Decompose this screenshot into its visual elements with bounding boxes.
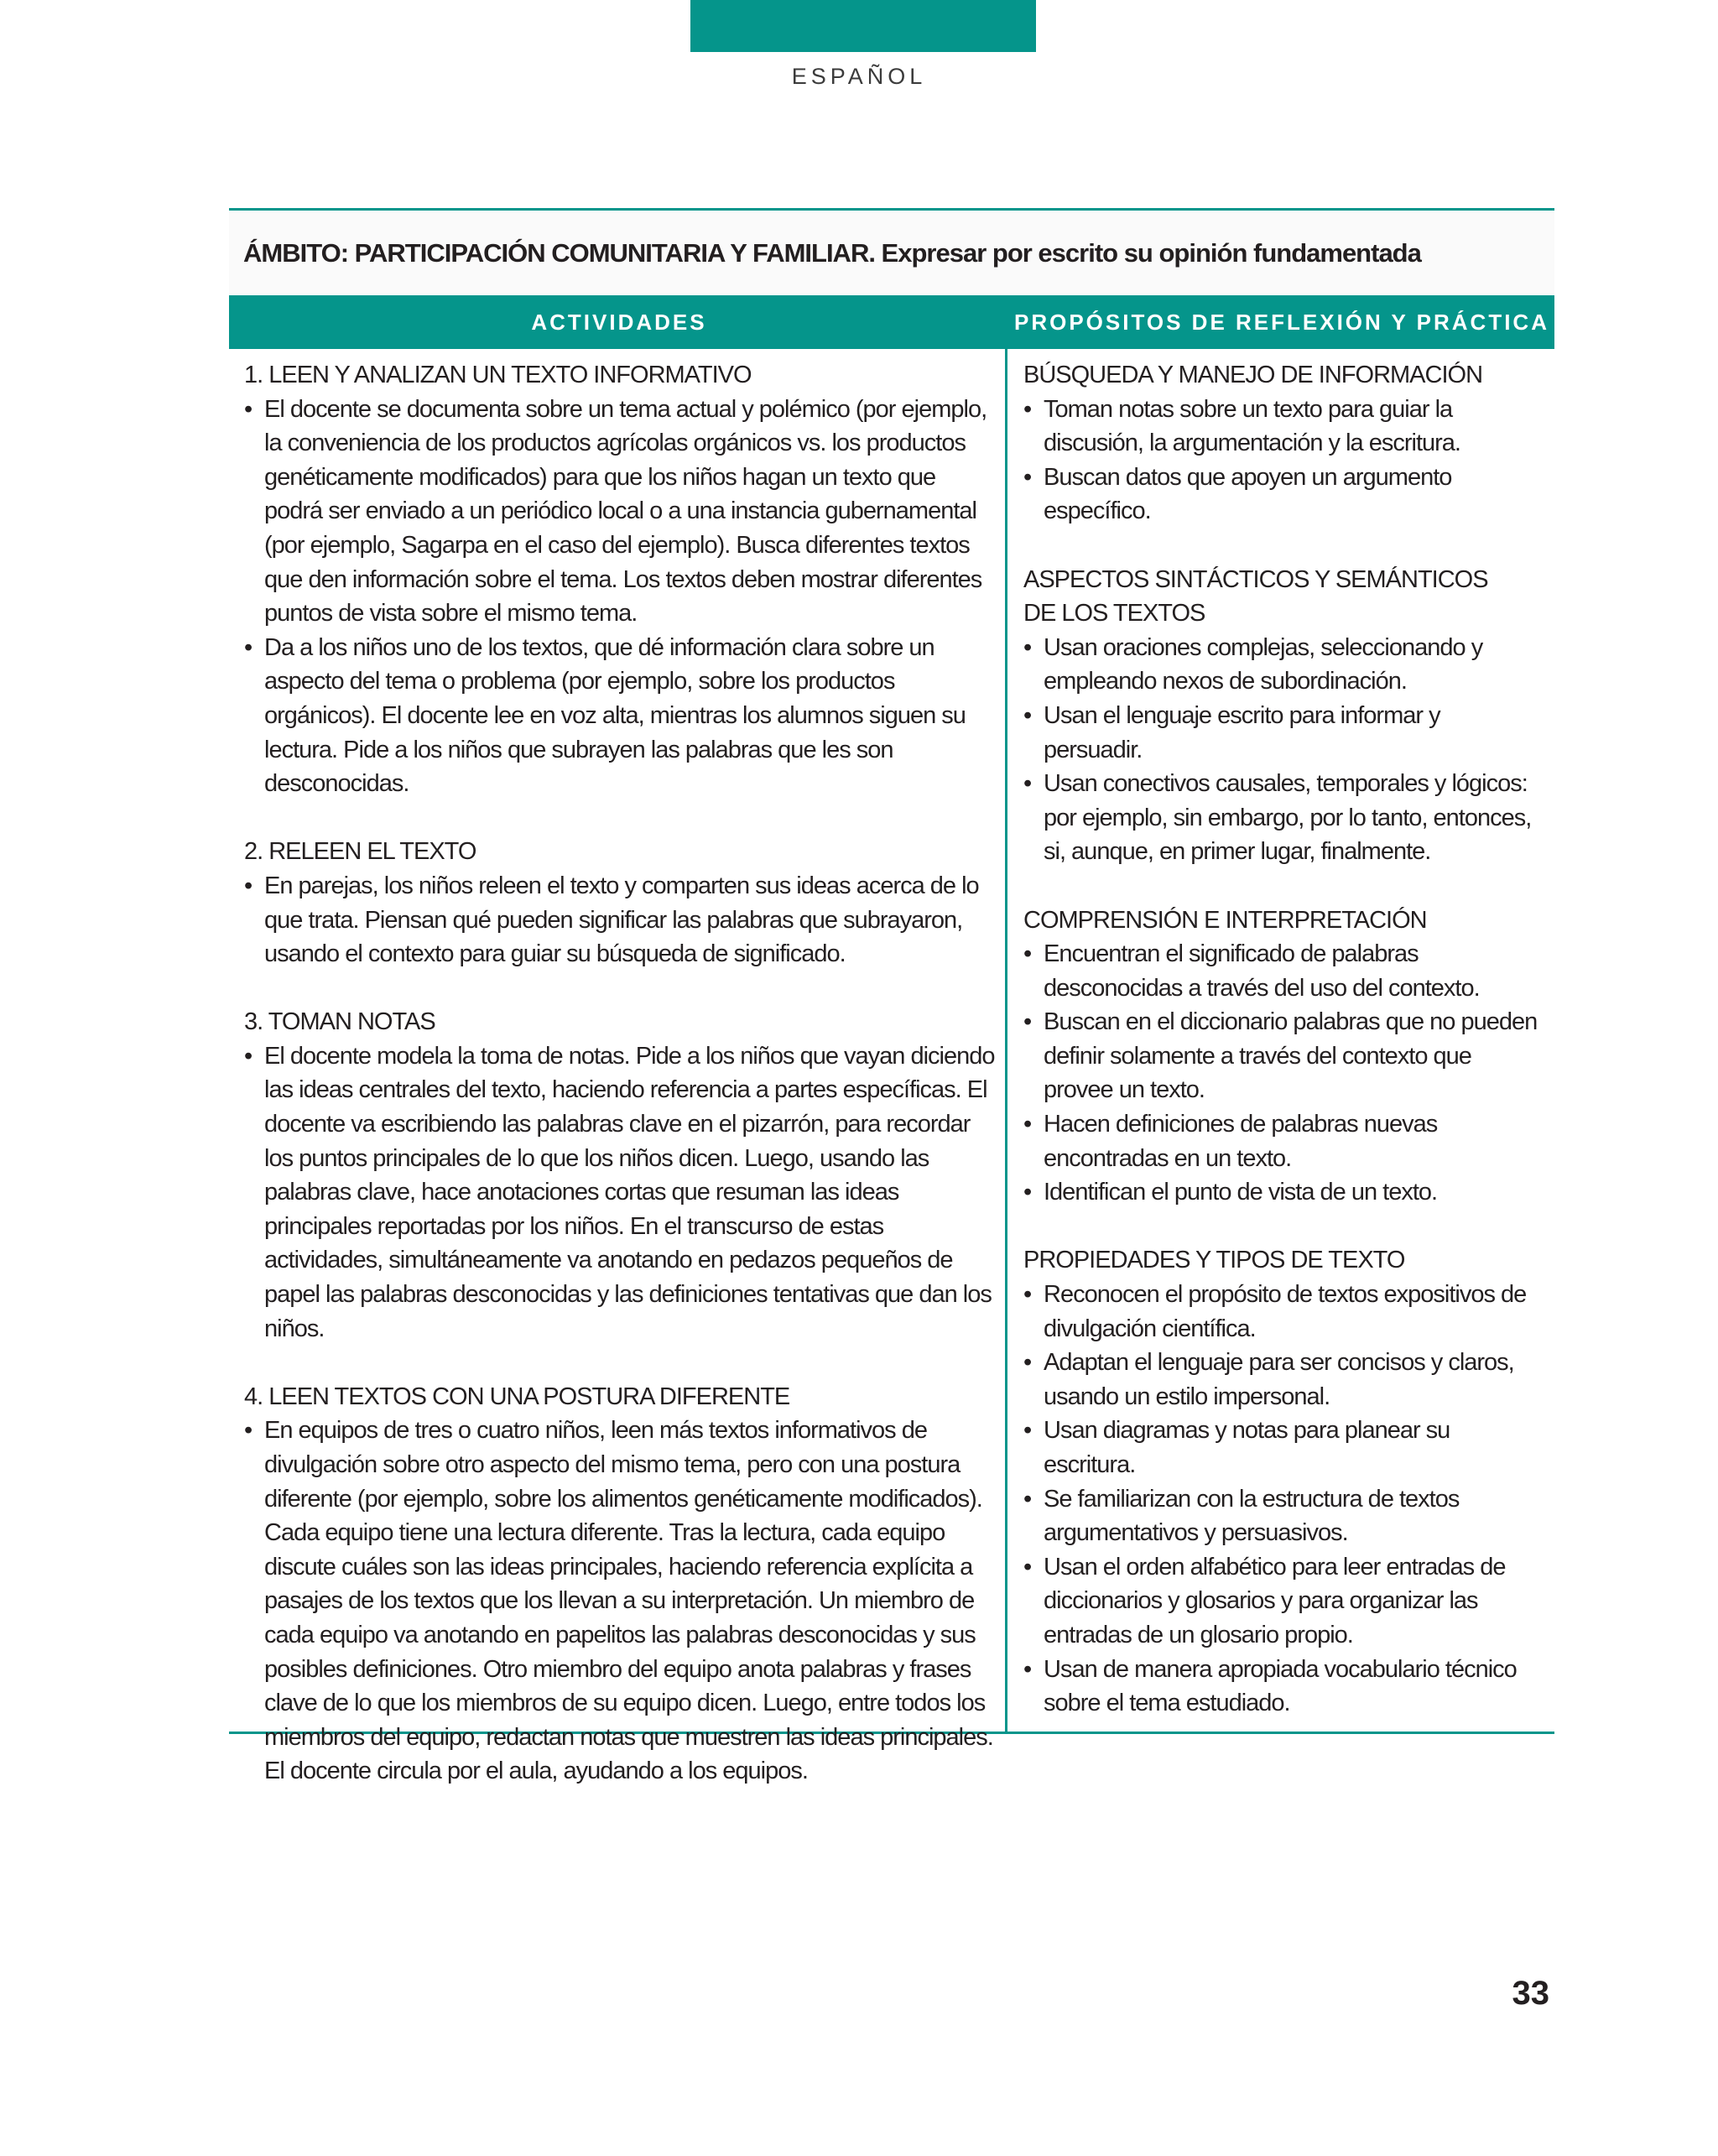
section-title: PROPIEDADES Y TIPOS DE TEXTO <box>1023 1247 1405 1274</box>
page-number: 33 <box>1512 1975 1549 2012</box>
bullet-icon: • <box>1023 1281 1032 1309</box>
bullet-text: Buscan datos que apoyen un argumento específico. <box>1044 463 1452 525</box>
bullet-item <box>1023 1278 1543 1346</box>
bullet-item <box>1023 1107 1543 1175</box>
bullet-text: Toman notas sobre un texto para guiar la discusión, la argumentación y la escritura. <box>1044 395 1460 457</box>
bullet-item <box>1023 767 1543 869</box>
section-title: BÚSQUEDA Y MANEJO DE INFORMACIÓN <box>1023 362 1483 388</box>
actividad-section <box>244 358 997 801</box>
bullet-text: Se familiarizan con la estructura de textos argumentativos y persuasivos. <box>1044 1485 1460 1547</box>
bullet-item <box>1023 631 1543 699</box>
bullet-text: En equipos de tres o cuatro niños, leen más textos informativos de divulgación sobre otro aspecto del mismo tema, pero con una postura diferente (por ejemplo, sobre los alimentos genéticamente modificados). Cada equipo tiene una lectura diferente. Tras la lectura, cada equipo discute cuáles son las ideas principales, haciendo referencia explícita a pasajes de los textos que los llevan a su interpretación. Un miembro de cada equipo va anotando en papelitos las palabras desconocidas y sus posibles definiciones. Otro miembro del equipo anota palabras y frases clave de lo que los miembros de su equipo dicen. Luego, entre todos los miembros del equipo, redactan notas que muestren las ideas principales. El docente circula por el aula, ayudando a los equipos. <box>264 1417 993 1785</box>
section-title: 1. LEEN Y ANALIZAN UN TEXTO INFORMATIVO <box>244 362 752 388</box>
bullet-item <box>1023 1005 1543 1107</box>
bullet-text: Hacen definiciones de palabras nuevas encontradas en un texto. <box>1044 1111 1438 1172</box>
bullet-icon: • <box>1023 1179 1032 1206</box>
section-title: 4. LEEN TEXTOS CON UNA POSTURA DIFERENTE <box>244 1383 790 1410</box>
proposito-section <box>1023 1243 1543 1720</box>
bullet-item <box>1023 1653 1543 1721</box>
bullet-icon: • <box>1023 1485 1032 1513</box>
actividad-section <box>244 1005 997 1346</box>
section-title: 3. TOMAN NOTAS <box>244 1008 435 1036</box>
bullet-icon: • <box>1023 701 1032 729</box>
section-title: COMPRENSIÓN E INTERPRETACIÓN <box>1023 906 1427 934</box>
bullet-icon: • <box>1023 1111 1032 1138</box>
actividad-section <box>244 835 997 971</box>
bullet-item <box>244 869 997 971</box>
bullet-item <box>1023 461 1543 529</box>
bullet-icon: • <box>1023 1349 1032 1377</box>
header-propositos: PROPÓSITOS DE REFLEXIÓN Y PRÁCTICA <box>1014 309 1549 335</box>
bullet-icon: • <box>244 395 252 423</box>
bullet-item <box>1023 1550 1543 1653</box>
proposito-section <box>1023 358 1543 529</box>
section-title: 2. RELEEN EL TEXTO <box>244 838 476 866</box>
bullet-icon: • <box>1023 1553 1032 1581</box>
bullet-item <box>1023 699 1543 767</box>
header-tab <box>690 0 1036 52</box>
header-actividades: ACTIVIDADES <box>531 309 707 335</box>
bullet-icon: • <box>244 1042 252 1070</box>
bullet-item <box>244 631 997 801</box>
section-title-continued: DE LOS TEXTOS <box>1023 600 1205 628</box>
content-frame <box>229 208 1554 1785</box>
bullet-text: El docente modela la toma de notas. Pide a los niños que vayan diciendo las ideas centrales del texto, haciendo referencia a partes específicas. El docente va escribiendo las palabras clave en el pizarrón, para recordar los puntos principales de lo que los niños dicen. Luego, usando las palabras clave, hace anotaciones cortas que resuman las ideas principales reportadas por los niños. En el transcurso de estas actividades, simultáneamente va anotando en pedazos pequeños de papel las palabras desconocidas y las definiciones tentativas que dan los niños. <box>264 1042 995 1342</box>
ambito-title: ÁMBITO: PARTICIPACIÓN COMUNITARIA Y FAMILIAR. Expresar por escrito su opinión fundamentada <box>229 211 1554 295</box>
bullet-icon: • <box>1023 770 1032 798</box>
section-title: ASPECTOS SINTÁCTICOS Y SEMÁNTICOS <box>1023 565 1488 593</box>
bullet-text: Encuentran el significado de palabras desconocidas a través del uso del contexto. <box>1044 940 1480 1002</box>
bullet-item <box>1023 1346 1543 1414</box>
bullet-icon: • <box>1023 395 1032 423</box>
bullet-text: Usan diagramas y notas para planear su escritura. <box>1044 1417 1450 1478</box>
bullet-icon: • <box>1023 633 1032 661</box>
bullet-icon: • <box>1023 940 1032 968</box>
bullet-icon: • <box>1023 463 1032 491</box>
actividades-column <box>229 349 1007 1785</box>
bullet-text: Usan el lenguaje escrito para informar y persuadir. <box>1044 701 1440 763</box>
bullet-item <box>1023 1414 1543 1482</box>
bullet-text: Usan oraciones complejas, seleccionando y empleando nexos de subordinación. <box>1044 633 1483 695</box>
bullet-text: Identifican el punto de vista de un texto. <box>1044 1179 1438 1206</box>
bullet-item <box>244 1039 997 1346</box>
bullet-text: Adaptan el lenguaje para ser concisos y claros, usando un estilo impersonal. <box>1044 1349 1514 1410</box>
bullet-icon: • <box>244 633 252 661</box>
proposito-section <box>1023 563 1543 869</box>
bullet-item <box>1023 393 1543 461</box>
table-header <box>229 295 1554 349</box>
bullet-icon: • <box>1023 1417 1032 1445</box>
bullet-text: En parejas, los niños releen el texto y comparten sus ideas acerca de lo que trata. Piensan qué pueden significar las palabras que subrayaron, usando el contexto para guiar su búsqueda de significado. <box>264 872 979 968</box>
bullet-icon: • <box>244 1417 252 1445</box>
bullet-item <box>244 1414 997 1789</box>
bullet-text: Da a los niños uno de los textos, que dé información clara sobre un aspecto del tema o problema (por ejemplo, sobre los productos orgánicos). El docente lee en voz alta, mientras los alumnos siguen su lectura. Pide a los niños que subrayen las palabras que les son desconocidas. <box>264 633 966 798</box>
bullet-item <box>1023 1482 1543 1550</box>
proposito-section <box>1023 904 1543 1210</box>
bullet-text: Usan de manera apropiada vocabulario técnico sobre el tema estudiado. <box>1044 1655 1517 1717</box>
actividad-section <box>244 1380 997 1789</box>
bullet-icon: • <box>1023 1655 1032 1683</box>
bullet-text: Usan conectivos causales, temporales y lógicos: por ejemplo, sin embargo, por lo tanto, entonces, si, aunque, en primer lugar, finalmente. <box>1044 770 1532 866</box>
bullet-item <box>244 393 997 631</box>
table-body <box>229 349 1554 1785</box>
bullet-text: El docente se documenta sobre un tema actual y polémico (por ejemplo, la conveniencia de los productos agrícolas orgánicos vs. los productos genéticamente modificados) para que los niños hagan un texto que podrá ser enviado a un periódico local o a una instancia gubernamental (por ejemplo, Sagarpa en el caso del ejemplo). Busca diferentes textos que den información sobre el tema. Los textos deben mostrar diferentes puntos de vista sobre el mismo tema. <box>264 395 987 628</box>
bullet-icon: • <box>1023 1008 1032 1036</box>
bullet-item <box>1023 1175 1543 1210</box>
propositos-column <box>1007 349 1554 1732</box>
bullet-item <box>1023 937 1543 1005</box>
bullet-text: Usan el orden alfabético para leer entradas de diccionarios y glosarios y para organizar las entradas de un glosario propio. <box>1044 1553 1506 1648</box>
bullet-icon: • <box>244 872 252 899</box>
bullet-text: Reconocen el propósito de textos expositivos de divulgación científica. <box>1044 1281 1527 1342</box>
subject-label: ESPAÑOL <box>791 64 927 89</box>
bullet-text: Buscan en el diccionario palabras que no pueden definir solamente a través del contexto que provee un texto. <box>1044 1008 1538 1104</box>
